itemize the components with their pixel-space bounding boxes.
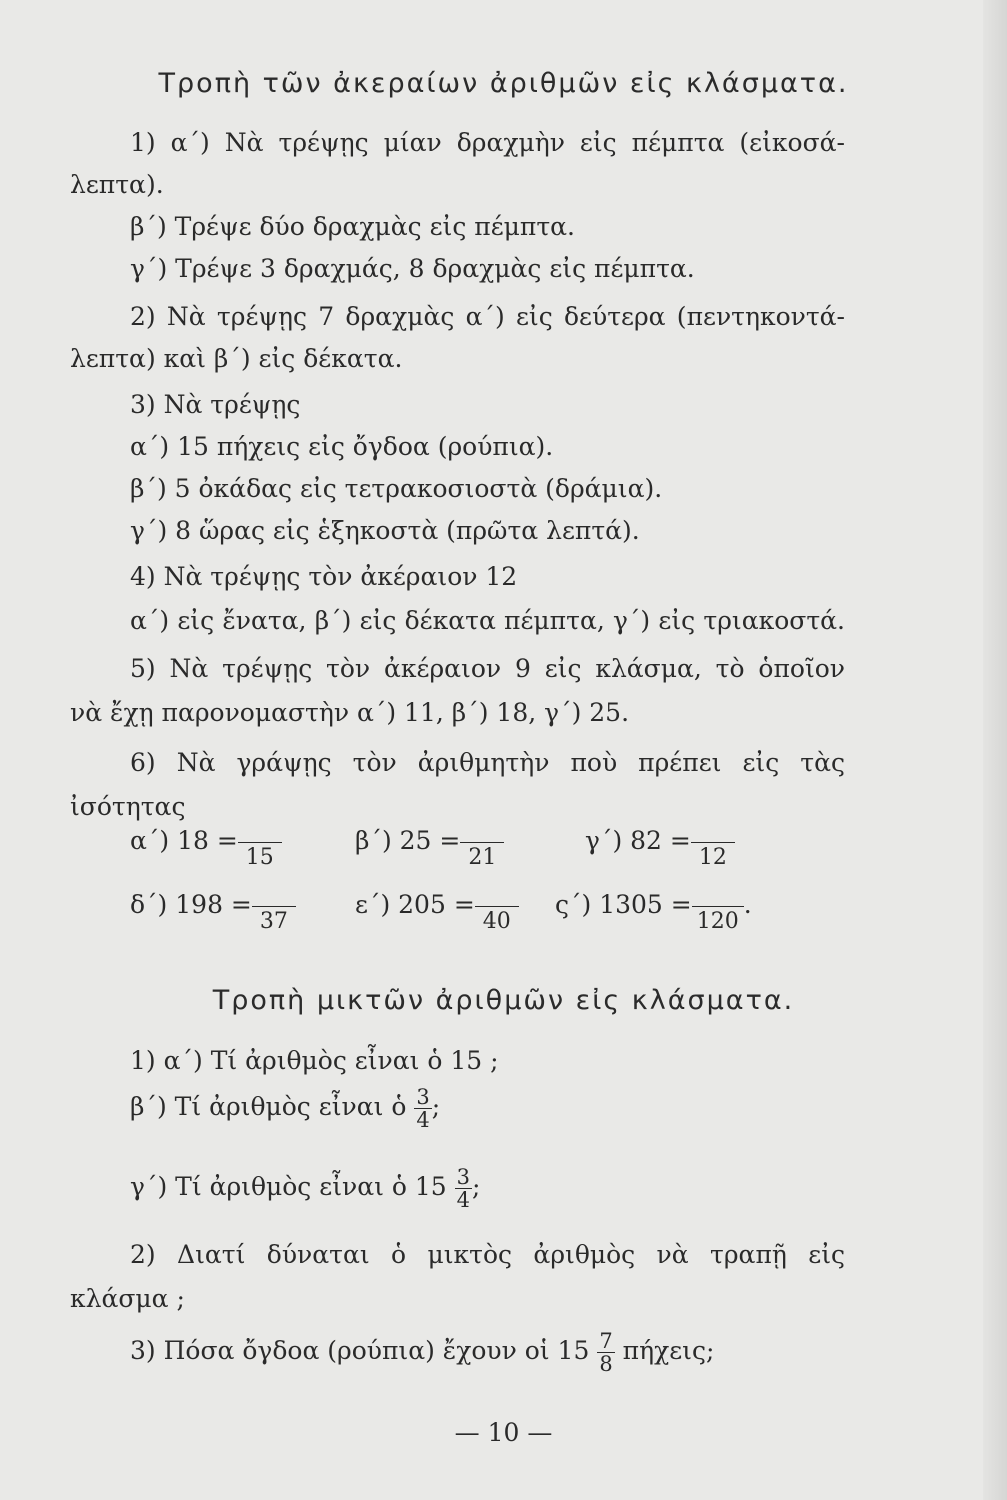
question-2-cont: κλάσμα ; bbox=[70, 1284, 185, 1313]
exercise-2: 2) Νὰ τρέψῃς 7 δραχμὰς α΄) εἰς δεύτερα (πεντηκοντά- bbox=[130, 302, 845, 331]
fraction-denominator: 8 bbox=[599, 1352, 613, 1377]
fraction-7-8 bbox=[597, 1330, 614, 1375]
exercise-4-parts: α΄) εἰς ἔνατα, β΄) εἰς δέκατα πέμπτα, γ΄) εἰς τριακοστά. bbox=[130, 606, 845, 635]
section-title-integers: Τροπὴ τῶν ἀκεραίων ἀριθμῶν εἰς κλάσματα. bbox=[158, 68, 849, 99]
question-3 bbox=[130, 1330, 714, 1375]
question-1b-text: β΄) Τί ἀριθμὸς εἶναι ὁ bbox=[130, 1092, 407, 1122]
numerator-blank[interactable] bbox=[460, 826, 504, 870]
question-3-end: πήχεις; bbox=[622, 1336, 715, 1366]
exercise-3c: γ΄) 8 ὥρας εἰς ἑξηκοστὰ (πρῶτα λεπτά). bbox=[130, 516, 640, 545]
section-title-mixed: Τροπὴ μικτῶν ἀριθμῶν εἰς κλάσματα. bbox=[212, 985, 795, 1016]
fraction-numerator: 7 bbox=[599, 1329, 613, 1353]
equality-label: γ΄) 82 = bbox=[585, 826, 691, 855]
numerator-blank[interactable] bbox=[238, 826, 282, 870]
question-mark: ; bbox=[431, 1092, 441, 1122]
numerator-blank[interactable] bbox=[692, 890, 744, 934]
equality-f bbox=[555, 890, 752, 934]
fraction-denominator: 4 bbox=[456, 1188, 470, 1213]
exercise-5: 5) Νὰ τρέψῃς τὸν ἀκέραιον 9 εἰς κλάσμα, τὸ ὁποῖον bbox=[130, 654, 845, 683]
equality-denominator: 12 bbox=[698, 845, 727, 870]
question-1b bbox=[130, 1086, 440, 1131]
equality-denominator: 40 bbox=[482, 909, 511, 934]
exercise-1a-cont: λεπτα). bbox=[70, 170, 164, 199]
exercise-1b: β΄) Τρέψε δύο δραχμὰς εἰς πέμπτα. bbox=[130, 212, 576, 241]
fraction-numerator: 3 bbox=[416, 1085, 430, 1109]
equality-d bbox=[130, 890, 296, 934]
question-mark: ; bbox=[471, 1172, 481, 1202]
fraction-3-4 bbox=[455, 1166, 472, 1211]
equality-denominator: 120 bbox=[696, 909, 739, 934]
exercise-1c: γ΄) Τρέψε 3 δραχμάς, 8 δραχμὰς εἰς πέμπτα. bbox=[130, 254, 695, 283]
exercise-3b: β΄) 5 ὀκάδας εἰς τετρακοσιοστὰ (δράμια). bbox=[130, 474, 663, 503]
equality-label: δ΄) 198 = bbox=[130, 890, 252, 919]
equality-label: ς΄) 1305 = bbox=[555, 890, 692, 919]
fraction-3-4 bbox=[414, 1086, 431, 1131]
question-1c-text: γ΄) Τί ἀριθμὸς εἶναι ὁ 15 bbox=[130, 1172, 447, 1202]
exercise-3a: α΄) 15 πήχεις εἰς ὄγδοα (ρούπια). bbox=[130, 432, 554, 461]
equality-c bbox=[585, 826, 735, 870]
numerator-blank[interactable] bbox=[475, 890, 519, 934]
numerator-blank[interactable] bbox=[691, 826, 735, 870]
equality-a bbox=[130, 826, 282, 870]
fraction-denominator: 4 bbox=[416, 1108, 430, 1133]
equality-label: β΄) 25 = bbox=[355, 826, 461, 855]
page-edge-shadow bbox=[983, 0, 1007, 1500]
equality-e bbox=[355, 890, 519, 934]
exercise-6-cont: ἰσότητας bbox=[70, 792, 186, 821]
equality-label: α΄) 18 = bbox=[130, 826, 238, 855]
numerator-blank[interactable] bbox=[252, 890, 296, 934]
exercise-6: 6) Νὰ γράψῃς τὸν ἀριθμητὴν ποὺ πρέπει εἰς τὰς bbox=[130, 748, 845, 777]
equality-denominator: 15 bbox=[245, 845, 274, 870]
exercise-1a: 1) α΄) Νὰ τρέψῃς μίαν δραχμὴν εἰς πέμπτα (εἰκοσά- bbox=[130, 128, 845, 157]
fraction-numerator: 3 bbox=[456, 1165, 470, 1189]
question-1c bbox=[130, 1166, 480, 1211]
equality-denominator: 21 bbox=[468, 845, 497, 870]
exercise-5-cont: νὰ ἔχῃ παρονομαστὴν α΄) 11, β΄) 18, γ΄) 25. bbox=[70, 698, 630, 727]
question-3-text: 3) Πόσα ὄγδοα (ρούπια) ἔχουν οἱ 15 bbox=[130, 1336, 590, 1366]
question-2: 2) Διατί δύναται ὁ μικτὸς ἀριθμὸς νὰ τραπῇ εἰς bbox=[130, 1240, 845, 1269]
exercise-2-cont: λεπτα) καὶ β΄) εἰς δέκατα. bbox=[70, 344, 403, 373]
equality-denominator: 37 bbox=[259, 909, 288, 934]
equality-b bbox=[355, 826, 504, 870]
final-period: . bbox=[743, 890, 752, 919]
page-number: — 10 — bbox=[454, 1418, 553, 1447]
exercise-4-intro: 4) Νὰ τρέψῃς τὸν ἀκέραιον 12 bbox=[130, 562, 518, 591]
question-1a: 1) α΄) Τί ἀριθμὸς εἶναι ὁ 15 ; bbox=[130, 1046, 499, 1075]
exercise-3-intro: 3) Νὰ τρέψῃς bbox=[130, 390, 301, 419]
equality-label: ε΄) 205 = bbox=[355, 890, 475, 919]
